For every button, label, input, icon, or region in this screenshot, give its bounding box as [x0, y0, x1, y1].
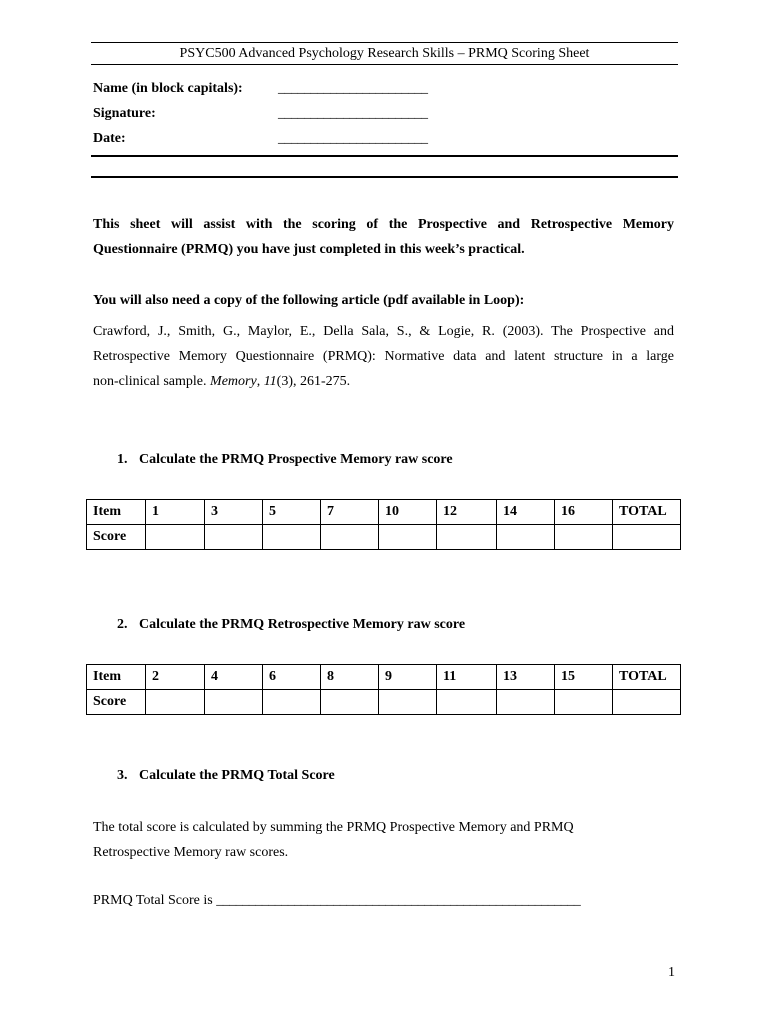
divider-rule-2	[91, 176, 678, 178]
item-cell: 13	[497, 665, 555, 690]
signature-field[interactable]: _______________________	[278, 106, 428, 121]
name-label: Name (in block capitals):	[93, 81, 243, 96]
intro-line-2: Questionnaire (PRMQ) you have just completed in this week’s practical.	[93, 242, 525, 257]
total-score-cell[interactable]	[613, 690, 681, 715]
item-row	[87, 500, 681, 525]
intro-line-1: This sheet will assist with the scoring of the Prospective and Retrospective Memory	[93, 217, 674, 232]
score-row-label: Score	[87, 690, 146, 715]
section-1-title	[117, 452, 453, 468]
intro-paragraph	[93, 212, 674, 262]
total-score-cell[interactable]	[613, 525, 681, 550]
name-field[interactable]: _______________________	[278, 81, 428, 96]
citation-post: (3), 261-275.	[276, 374, 351, 389]
score-cell[interactable]	[437, 690, 497, 715]
item-cell: 10	[379, 500, 437, 525]
score-cell[interactable]	[205, 690, 263, 715]
score-cell[interactable]	[146, 690, 205, 715]
total-score-explanation	[93, 815, 674, 865]
prospective-score-table	[86, 499, 681, 550]
item-cell: 6	[263, 665, 321, 690]
item-cell: 9	[379, 665, 437, 690]
citation-journal: Memory	[210, 374, 257, 389]
signature-label: Signature:	[93, 106, 156, 121]
explanation-line-1: The total score is calculated by summing the PRMQ Prospective Memory and PRMQ	[93, 820, 574, 835]
section-number: 3.	[117, 768, 128, 783]
score-cell[interactable]	[555, 690, 613, 715]
score-cell[interactable]	[263, 690, 321, 715]
section-title-text: Calculate the PRMQ Prospective Memory raw score	[139, 452, 453, 467]
score-cell[interactable]	[146, 525, 205, 550]
total-score-label: PRMQ Total Score is	[93, 893, 213, 908]
explanation-line-2: Retrospective Memory raw scores.	[93, 845, 289, 860]
total-score-row	[93, 893, 580, 909]
item-cell: 1	[146, 500, 205, 525]
section-2-title	[117, 617, 465, 633]
date-label: Date:	[93, 131, 126, 146]
score-cell[interactable]	[379, 525, 437, 550]
score-cell[interactable]	[321, 525, 379, 550]
item-row-label: Item	[87, 500, 146, 525]
item-row-label: Item	[87, 665, 146, 690]
total-header-cell: TOTAL	[613, 665, 681, 690]
item-cell: 11	[437, 665, 497, 690]
score-row	[87, 690, 681, 715]
score-cell[interactable]	[263, 525, 321, 550]
citation-line-2: Retrospective Memory Questionnaire (PRMQ): Normative data and latent structure in a large	[93, 349, 674, 364]
item-cell: 12	[437, 500, 497, 525]
item-cell: 8	[321, 665, 379, 690]
score-cell[interactable]	[437, 525, 497, 550]
score-cell[interactable]	[205, 525, 263, 550]
item-cell: 15	[555, 665, 613, 690]
item-cell: 3	[205, 500, 263, 525]
section-number: 1.	[117, 452, 128, 467]
score-cell[interactable]	[497, 690, 555, 715]
item-cell: 5	[263, 500, 321, 525]
page-number: 1	[668, 965, 675, 980]
score-cell[interactable]	[379, 690, 437, 715]
score-cell[interactable]	[497, 525, 555, 550]
item-cell: 7	[321, 500, 379, 525]
item-cell: 2	[146, 665, 205, 690]
divider-rule-1	[91, 155, 678, 157]
citation-sep: ,	[256, 374, 264, 389]
total-score-field[interactable]: ________________________________________________________	[216, 893, 581, 908]
retrospective-score-table	[86, 664, 681, 715]
score-cell[interactable]	[321, 690, 379, 715]
citation-line-3	[93, 369, 674, 394]
article-note: You will also need a copy of the following article (pdf available in Loop):	[93, 293, 525, 308]
item-row	[87, 665, 681, 690]
section-number: 2.	[117, 617, 128, 632]
header-bottom-rule	[91, 64, 678, 65]
date-field[interactable]: _______________________	[278, 131, 428, 146]
section-title-text: Calculate the PRMQ Total Score	[139, 768, 335, 783]
citation-pre: non-clinical sample.	[93, 374, 211, 389]
section-3-title	[117, 768, 335, 784]
citation-volume: 11	[263, 374, 277, 389]
item-cell: 4	[205, 665, 263, 690]
score-row	[87, 525, 681, 550]
citation-line-1: Crawford, J., Smith, G., Maylor, E., Della Sala, S., & Logie, R. (2003). The Prospective and	[93, 324, 674, 339]
score-cell[interactable]	[555, 525, 613, 550]
item-cell: 16	[555, 500, 613, 525]
total-header-cell: TOTAL	[613, 500, 681, 525]
score-row-label: Score	[87, 525, 146, 550]
page-title: PSYC500 Advanced Psychology Research Skills – PRMQ Scoring Sheet	[179, 46, 590, 61]
section-title-text: Calculate the PRMQ Retrospective Memory raw score	[139, 617, 466, 632]
item-cell: 14	[497, 500, 555, 525]
citation	[93, 319, 674, 394]
header-top-rule	[91, 42, 678, 43]
